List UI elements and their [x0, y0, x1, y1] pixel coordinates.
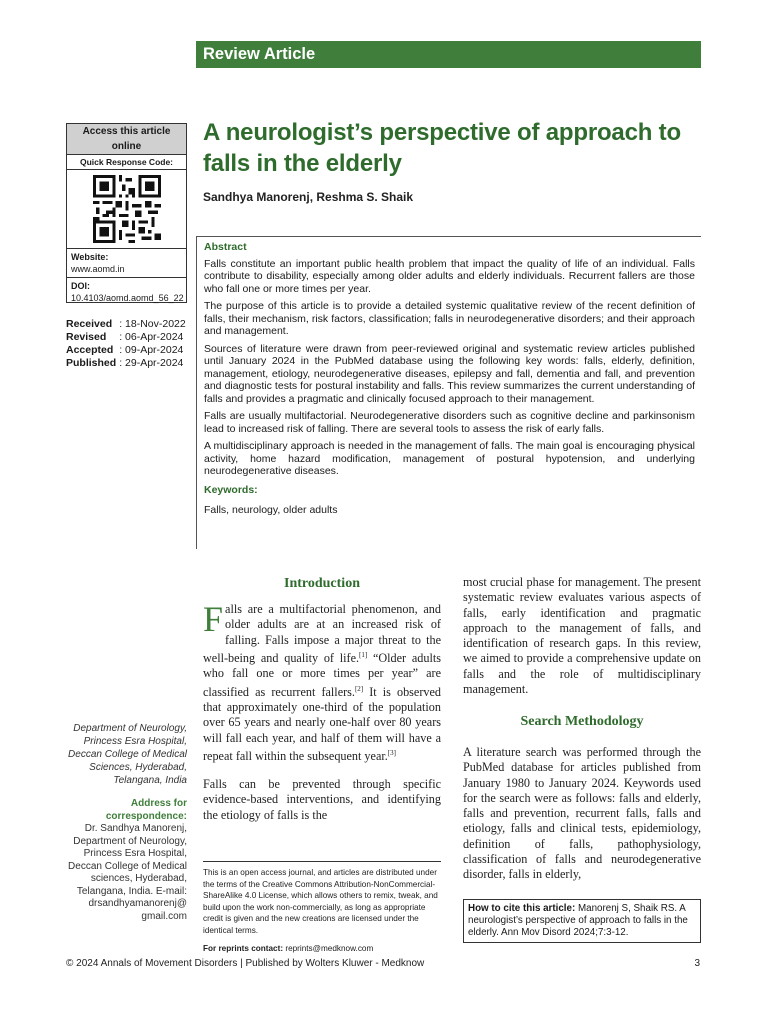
- page-footer: [66, 958, 700, 969]
- intro-text: alls are a multifactorial phenomenon, and older adults are at an increased risk of falling. Falls impose a major threat to the well-being and quality of life.: [203, 602, 441, 665]
- date-row-revised: [66, 331, 186, 344]
- doi-block: [67, 278, 186, 306]
- method-column: [463, 745, 701, 891]
- drop-cap: F: [203, 599, 224, 639]
- website-label: Website:: [71, 252, 109, 262]
- reprints-line: [203, 943, 441, 955]
- abstract-box: [196, 236, 701, 549]
- reprints-email[interactable]: reprints@medknow.com: [283, 944, 374, 953]
- abstract-paragraph: The purpose of this article is to provide a detailed systemic qualitative review of the recent definition of falls, their mechanism, risk factors, classification; falls in neurodegenerative disorders; and their approach and management.: [204, 300, 695, 337]
- license-text: This is an open access journal, and articles are distributed under the terms of the Creative Commons Attribution-NonCommercial-ShareAlike 4.0 License, which allows others to remix, tweak, and build upon the work non-commercially, as long as appropriate credit is given and the new creations are licensed under the identical terms.: [203, 868, 438, 935]
- article-title: A neurologist’s perspective of approach to falls in the elderly: [203, 119, 681, 177]
- reprints-label: For reprints contact:: [203, 944, 284, 953]
- access-article-box: [66, 123, 187, 303]
- correspondence-heading: Address for correspondence:: [105, 798, 187, 822]
- section-heading-introduction: Introduction: [284, 576, 360, 591]
- citation-ref[interactable]: [3]: [387, 748, 396, 757]
- qr-label: Quick Response Code:: [67, 155, 186, 170]
- keywords-heading: Keywords:: [204, 483, 258, 496]
- date-value: : 09-Apr-2024: [119, 344, 184, 356]
- date-label: Accepted: [66, 344, 114, 356]
- abstract-heading: Abstract: [204, 241, 247, 253]
- intro-text: It is observed that approximately one-third of the population over 65 years and nearly one-half over 80 years will fall each year, and half of them will have a repeat fall within the subsequent year.: [203, 684, 441, 763]
- qr-code-image: [67, 170, 186, 249]
- how-to-cite-box: [463, 899, 701, 943]
- abstract-paragraph: A multidisciplinary approach is needed in the management of falls. The main goal is encouraging physical activity, home hazard modification, management of postural hypotension, and underlying neurodegenerative diseases.: [204, 440, 695, 477]
- body-column-right: [463, 575, 701, 705]
- article-dates: [66, 318, 186, 370]
- cite-text: Manorenj S, Shaik RS. A neurologist’s perspective of approach to falls in the elderly. Ann Mov Disord 2024;7:3-12.: [468, 903, 688, 938]
- intro-paragraph-1: [203, 599, 441, 764]
- date-label: Revised: [66, 331, 107, 343]
- date-row-published: [66, 357, 186, 370]
- section-heading-search-methodology: Search Methodology: [520, 714, 644, 729]
- open-access-note: [203, 861, 441, 962]
- keywords-list: Falls, neurology, older adults: [204, 504, 338, 516]
- method-paragraph-1: A literature search was performed through the PubMed database for articles published from January 1980 to January 2024. Keywords used for the search were as follows: falls and elderly, falls and prevention, recurrent falls, falls and etiology, falls and clinical tests, epidemiology, definition of falls, pathophysiology, classification of falls and neurodegenerative disorder, falls in elderly,: [463, 745, 701, 882]
- citation-ref[interactable]: [2]: [354, 684, 364, 693]
- cite-label: How to cite this article:: [468, 903, 576, 914]
- website-link[interactable]: www.aomd.in: [71, 264, 125, 274]
- website-block: [67, 249, 186, 278]
- access-title: Access this article online: [67, 124, 186, 155]
- date-label: Received: [66, 318, 113, 330]
- article-type-banner: Review Article: [196, 41, 701, 68]
- doi-label: DOI:: [71, 281, 90, 291]
- abstract-paragraph: Falls are usually multifactorial. Neurodegenerative disorders such as cognitive decline and parkinsonism lead to increased risk of falling. There are several tools to assess the risk of early falls.: [204, 410, 695, 435]
- body-column-left: [203, 599, 441, 831]
- footer-journal: © 2024 Annals of Movement Disorders | Published by Wolters Kluwer - Medknow: [66, 958, 425, 969]
- doi-value[interactable]: 10.4103/aomd.aomd_56_22: [71, 293, 184, 303]
- intro-text: “Older adults who fall one or more times per year” are classified as recurrent fallers.: [203, 650, 441, 699]
- article-authors: Sandhya Manorenj, Reshma S. Shaik: [203, 190, 414, 204]
- date-value: : 18-Nov-2022: [119, 318, 186, 330]
- intro-paragraph-3: most crucial phase for management. The present systematic review evaluates various aspects of falls, early identification and pragmatic approach to the management of falls, and identification of research gaps. In this review, we aimed to provide a comprehensive update on falls and the role of multidisciplinary management.: [463, 575, 701, 697]
- date-row-accepted: [66, 344, 186, 357]
- citation-ref[interactable]: [1]: [359, 650, 368, 659]
- date-row-received: [66, 318, 186, 331]
- author-affiliation: Department of Neurology, Princess Esra Hospital, Deccan College of Medical Sciences, Hyderabad, Telangana, India: [68, 723, 187, 786]
- correspondence-address: Dr. Sandhya Manorenj, Department of Neurology, Princess Esra Hospital, Deccan College of Medical sciences, Hyderabad, Telangana, India. E-mail: drsandhyamanorenj@ gmail.com: [68, 823, 187, 922]
- intro-paragraph-2: Falls can be prevented through specific evidence-based interventions, and identifying the etiology of falls is the: [203, 777, 441, 822]
- page-number: 3: [694, 958, 700, 969]
- date-value: : 06-Apr-2024: [119, 331, 184, 343]
- abstract-paragraph: Falls constitute an important public health problem that impact the quality of life of an individual. Falls contribute to disability, especially among older adults and elderly individuals. Recurrent fallers are those who fall one or more times per year.: [204, 257, 695, 295]
- date-value: : 29-Apr-2024: [119, 357, 184, 369]
- date-label: Published: [66, 357, 117, 369]
- abstract-paragraph: Sources of literature were drawn from peer-reviewed original and systematic review articles published until January 2024 in the PubMed database using the following key words: falls, elderly, definition, management, etiology, neurodegenerative diseases, epilepsy and fall, dementia and fall, and prevention and diagnostic tests for postural instability and falls. This review summarizes the current understanding of falls and provides a pragmatic and clinically focused approach to their management.: [204, 342, 695, 405]
